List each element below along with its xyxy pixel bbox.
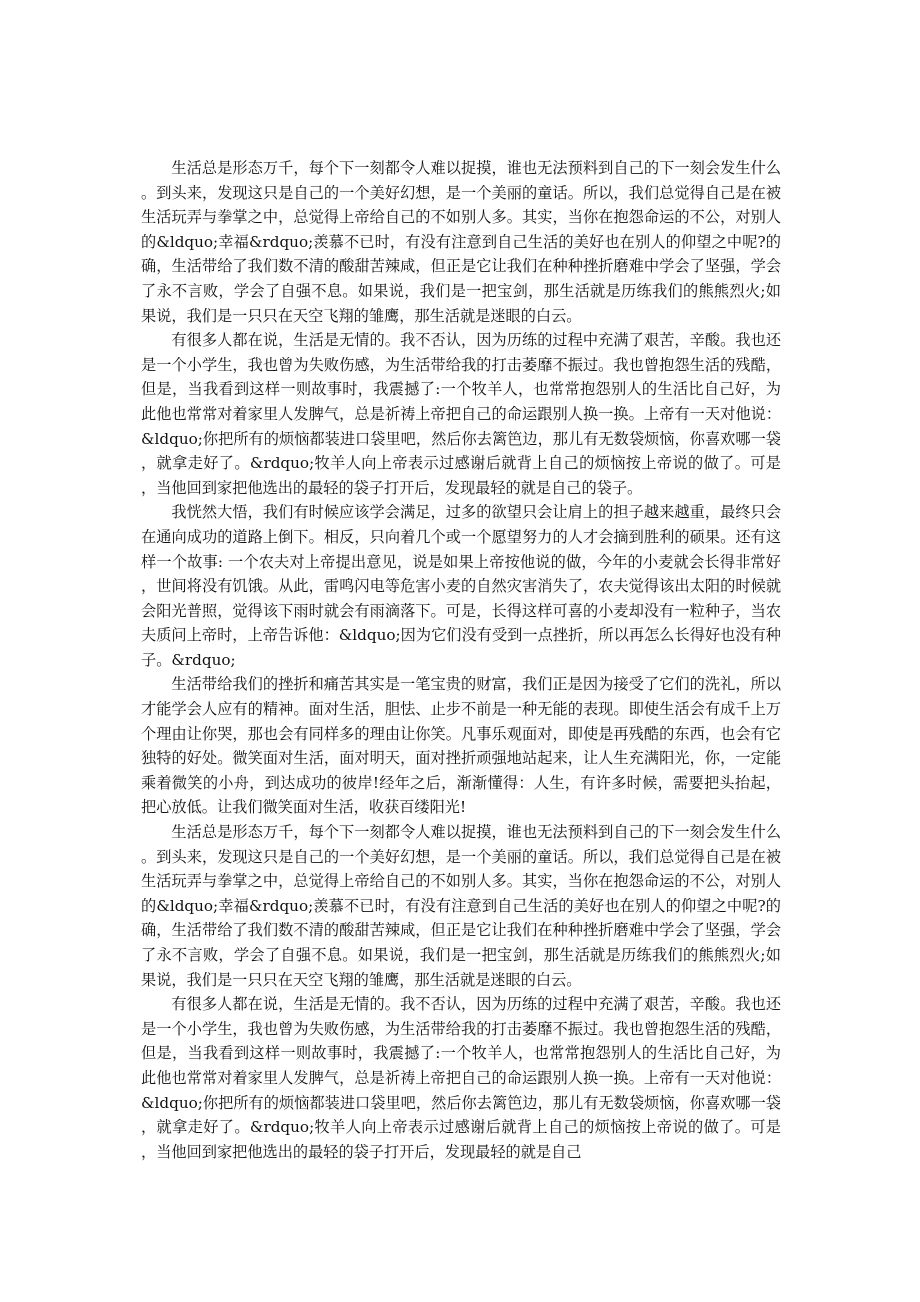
paragraph-1: 生活总是形态万千，每个下一刻都令人难以捉摸，谁也无法预料到自己的下一刻会发生什么。到头来，发现这只是自己的一个美好幻想，是一个美丽的童话。所以，我们总觉得自己是在被生活玩弄与拳掌之中，总觉得上帝给自己的不如别人多。其实，当你在抱怨命运的不公，对别人的&ldquo;幸福&rdquo;羡慕不已时，有没有注意到自己生活的美好也在别人的仰望之中呢?的确，生活带给了我们数不清的酸甜苦辣咸，但正是它让我们在种种挫折磨难中学会了坚强，学会了永不言败，学会了自强不息。如果说，我们是一把宝剑，那生活就是历练我们的熊熊烈火;如果说，我们是一只只在天空飞翔的雏鹰，那生活就是迷眼的白云。	[141, 159, 781, 325]
paragraph-4: 生活带给我们的挫折和痛苦其实是一笔宝贵的财富，我们正是因为接受了它们的洗礼，所以才能学会人应有的精神。面对生活，胆怯、止步不前是一种无能的表现。即使生活会有成千上万个理由让你哭，那也会有同样多的理由让你笑。凡事乐观面对，即使是再残酷的东西，也会有它独特的好处。微笑面对生活，面对明天，面对挫折顽强地站起来，让人生充满阳光，你，一定能乘着微笑的小舟，到达成功的彼岸!经年之后，渐渐懂得：人生，有许多时候，需要把头抬起，把心放低。让我们微笑面对生活，收获百缕阳光!	[141, 675, 781, 817]
paragraph-5: 生活总是形态万千，每个下一刻都令人难以捉摸，谁也无法预料到自己的下一刻会发生什么。到头来，发现这只是自己的一个美好幻想，是一个美丽的童话。所以，我们总觉得自己是在被生活玩弄与拳掌之中，总觉得上帝给自己的不如别人多。其实，当你在抱怨命运的不公，对别人的&ldquo;幸福&rdquo;羡慕不已时，有没有注意到自己生活的美好也在别人的仰望之中呢?的确，生活带给了我们数不清的酸甜苦辣咸，但正是它让我们在种种挫折磨难中学会了坚强，学会了永不言败，学会了自强不息。如果说，我们是一把宝剑，那生活就是历练我们的熊熊烈火;如果说，我们是一只只在天空飞翔的雏鹰，那生活就是迷眼的白云。	[141, 823, 781, 989]
paragraph-2: 有很多人都在说，生活是无情的。我不否认，因为历练的过程中充满了艰苦，辛酸。我也还是一个小学生，我也曾为失败伤感，为生活带给我的打击萎靡不振过。我也曾抱怨生活的残酷，但是，当我看到这样一则故事时，我震撼了:一个牧羊人，也常常抱怨别人的生活比自己好，为此他也常常对着家里人发脾气，总是祈祷上帝把自己的命运跟别人换一换。上帝有一天对他说：&ldquo;你把所有的烦恼都装进口袋里吧，然后你去篱笆边，那儿有无数袋烦恼，你喜欢哪一袋，就拿走好了。&rdquo;牧羊人向上帝表示过感谢后就背上自己的烦恼按上帝说的做了。可是，当他回到家把他选出的最轻的袋子打开后，发现最轻的就是自己的袋子。	[141, 331, 781, 497]
paragraph-6: 有很多人都在说，生活是无情的。我不否认，因为历练的过程中充满了艰苦，辛酸。我也还是一个小学生，我也曾为失败伤感，为生活带给我的打击萎靡不振过。我也曾抱怨生活的残酷，但是，当我看到这样一则故事时，我震撼了:一个牧羊人，也常常抱怨别人的生活比自己好，为此他也常常对着家里人发脾气，总是祈祷上帝把自己的命运跟别人换一换。上帝有一天对他说：&ldquo;你把所有的烦恼都装进口袋里吧，然后你去篱笆边，那儿有无数袋烦恼，你喜欢哪一袋，就拿走好了。&rdquo;牧羊人向上帝表示过感谢后就背上自己的烦恼按上帝说的做了。可是，当他回到家把他选出的最轻的袋子打开后，发现最轻的就是自己	[141, 995, 781, 1161]
document-body	[141, 156, 781, 1164]
paragraph-3: 我恍然大悟，我们有时候应该学会满足，过多的欲望只会让肩上的担子越来越重，最终只会在通向成功的道路上倒下。相反，只向着几个或一个愿望努力的人才会摘到胜利的硕果。还有这样一个故事: 一个农夫对上帝提出意见，说是如果上帝按他说的做，今年的小麦就会长得非常好，世间将没有饥饿。从此，雷鸣闪电等危害小麦的自然灾害消失了，农夫觉得该出太阳的时候就会阳光普照，觉得该下雨时就会有雨滴落下。可是，长得这样可喜的小麦却没有一粒种子，当农夫质问上帝时，上帝告诉他：&ldquo;因为它们没有受到一点挫折，所以再怎么长得好也没有种子。&rdquo;	[141, 503, 781, 669]
